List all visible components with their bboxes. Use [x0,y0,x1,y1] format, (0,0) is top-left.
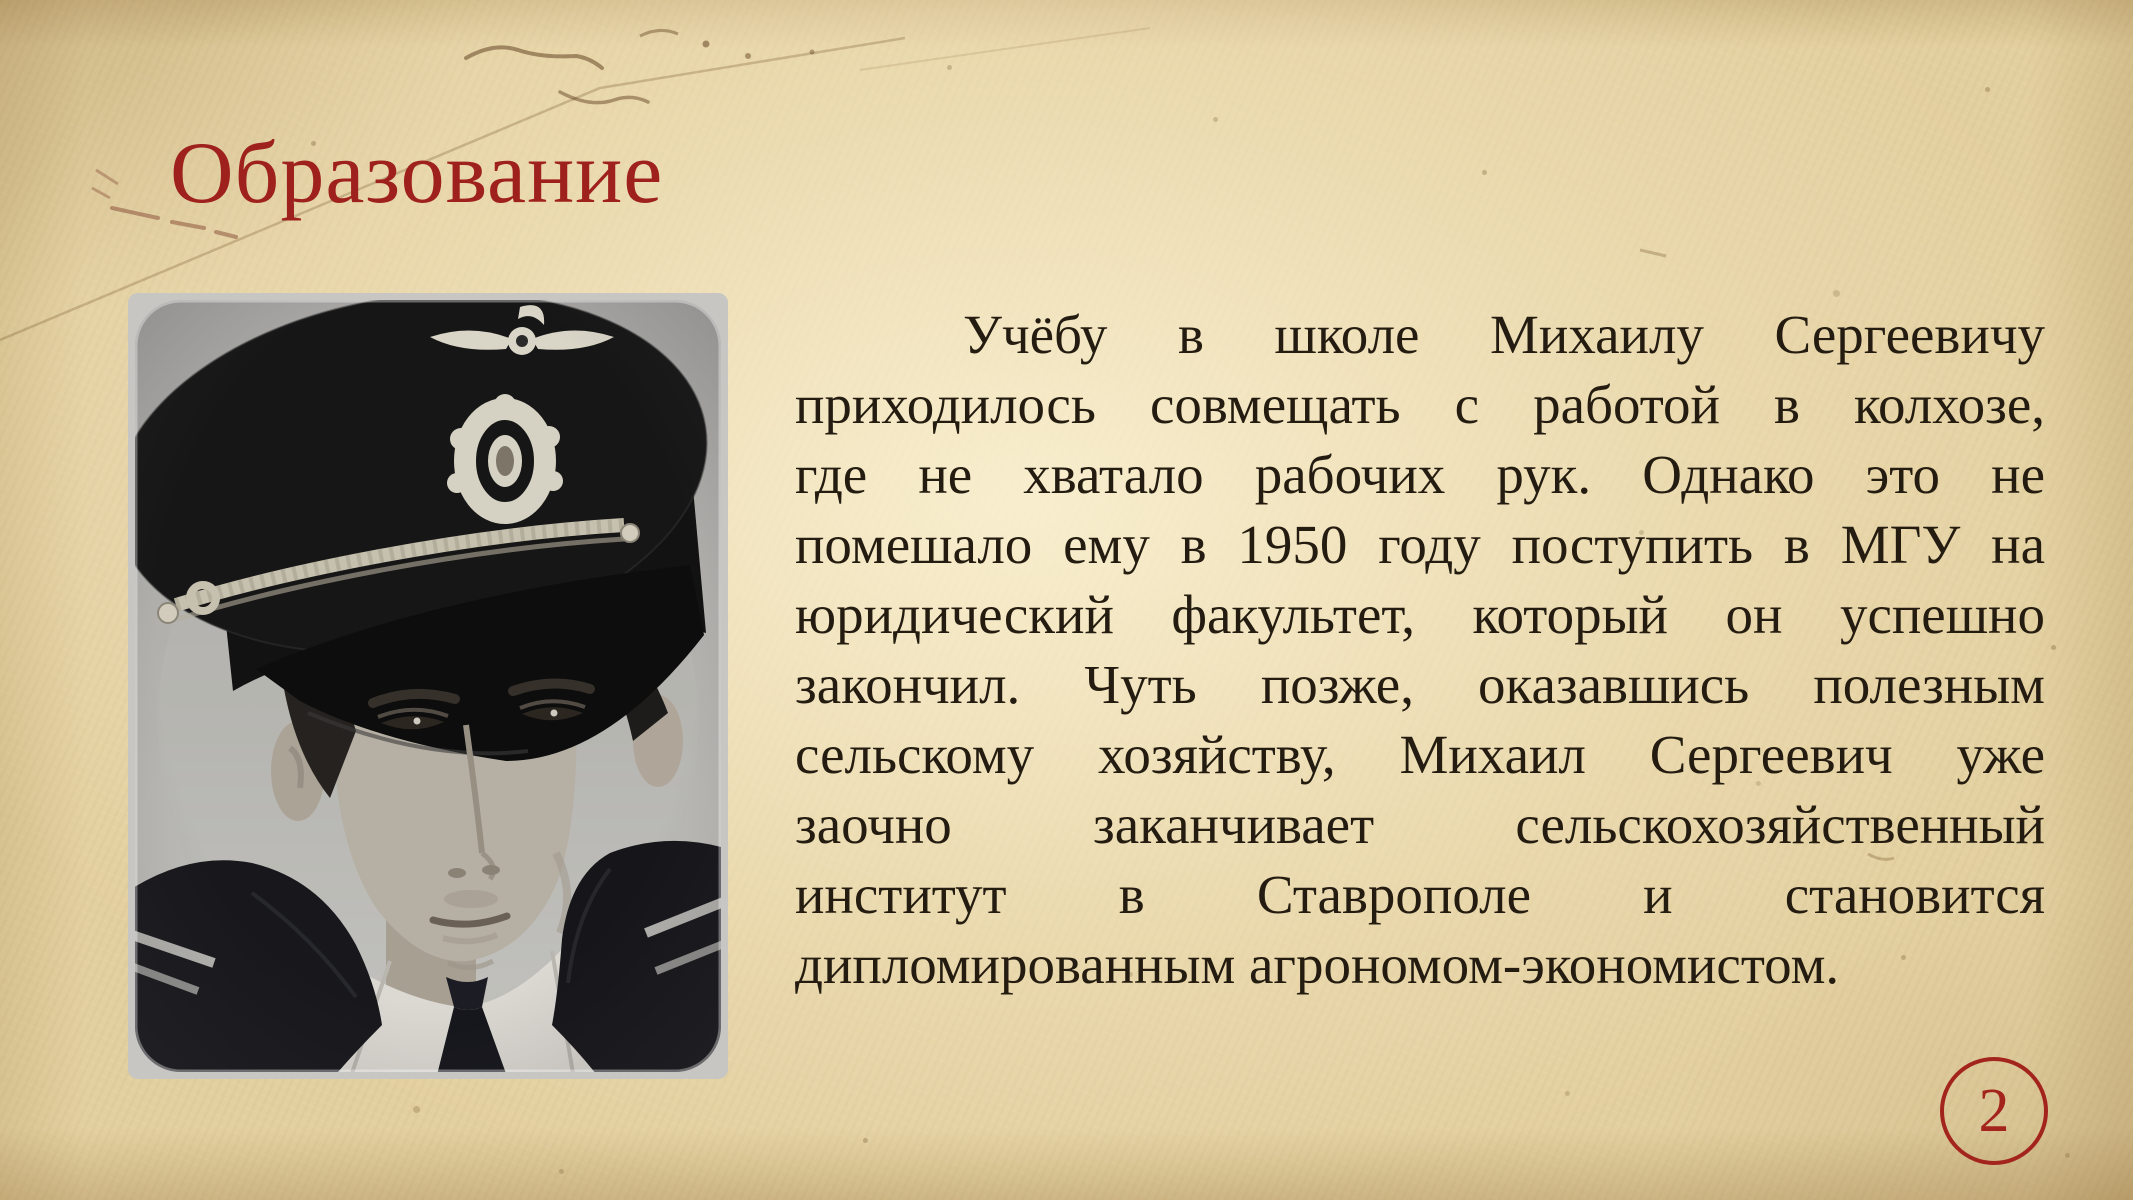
body-text-line: закончил. Чуть позже, оказавшись полезным [795,654,2045,715]
body-text-line: институт в Ставрополе и становится [795,864,2045,925]
body-text-line: заочно заканчивает сельскохозяйственный [795,794,2045,855]
body-text-line: где не хватало рабочих рук. Однако это не [795,444,2045,505]
page-number-badge [1940,1057,2048,1165]
body-text-line: приходилось совмещать с работой в колхозе, [795,374,2045,435]
body-text-line: Учёбу в школе Михаилу Сергеевичу [963,304,2045,365]
body-text-line: сельскому хозяйству, Михаил Сергеевич уже [795,724,2045,785]
body-text-line: дипломированным агрономом-экономистом. [795,934,1840,995]
parchment-speckles [0,0,3,3]
body-text-line: юридический факультет, который он успешно [795,584,2045,645]
page-title: Образование [170,125,664,222]
body-text [795,300,2045,1000]
page-number: 2 [1978,1077,2010,1145]
body-text-line: помешало ему в 1950 году поступить в МГУ на [795,514,2045,575]
portrait-photo-drawing [128,293,728,1079]
portrait-photo [128,293,728,1079]
